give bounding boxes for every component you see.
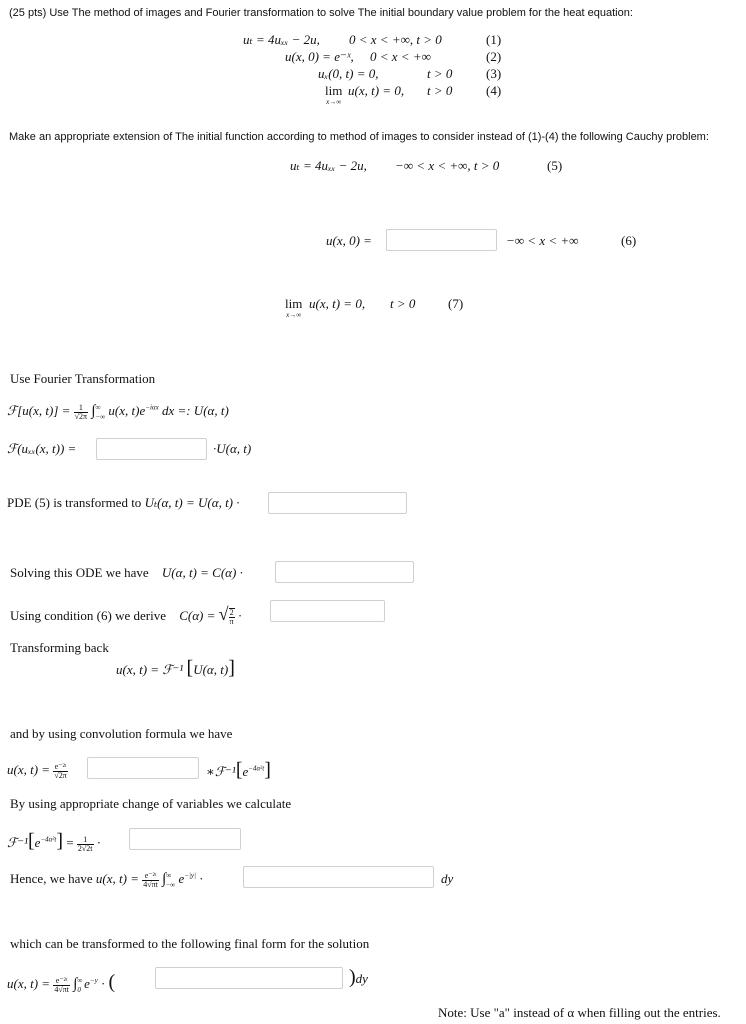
conv-star: ∗ℱ⁻¹ bbox=[206, 764, 236, 779]
final-text: which can be transformed to the following final form for the solution bbox=[10, 936, 370, 951]
change-inner: e bbox=[34, 835, 41, 850]
cond-dot: · bbox=[237, 608, 243, 623]
cond-eq: C(α) = bbox=[179, 608, 216, 623]
change-frac-den: 2√2t bbox=[77, 843, 93, 853]
ode-line bbox=[10, 565, 243, 581]
right-bracket-icon: ] bbox=[264, 759, 271, 781]
lim-subscript: x→∞ bbox=[286, 311, 302, 319]
eq3: uₓ(0, t) = 0, bbox=[318, 66, 379, 81]
lim-subscript: x→∞ bbox=[326, 98, 342, 106]
extension-text: Make an appropriate extension of The initial function according to method of images to consider instead of (1)-(4) the following Cauchy problem: bbox=[9, 131, 709, 143]
conv-lhs-line bbox=[7, 762, 68, 780]
final-frac-num: e⁻²ᵗ bbox=[53, 977, 70, 986]
ode-solution-field[interactable] bbox=[276, 562, 413, 582]
inverse-ft-field[interactable] bbox=[130, 829, 240, 849]
change-line bbox=[7, 830, 101, 853]
uxx-rhs: ·U(α, t) bbox=[213, 441, 252, 456]
sqrt-num: 2 bbox=[229, 608, 234, 618]
integral-sign: ∫ bbox=[73, 976, 78, 992]
uxx-coef-field[interactable] bbox=[97, 439, 206, 459]
hence-integrand-field[interactable] bbox=[244, 867, 433, 887]
back-inner: U(α, t) bbox=[193, 662, 229, 677]
def-exp: −iαx bbox=[145, 403, 159, 412]
hence-body: e bbox=[178, 871, 185, 886]
eq4-domain: t > 0 bbox=[427, 83, 453, 98]
uxx-lhs: ℱ(uₓₓ(x, t)) = bbox=[7, 441, 77, 456]
eq2-number: (2) bbox=[486, 49, 502, 64]
final-int-sup: ∞ bbox=[77, 976, 83, 985]
change-inner-exp: −4α²t bbox=[40, 835, 57, 844]
note: Note: Use "a" instead of α when filling out the entries. bbox=[438, 1005, 721, 1020]
eq2-domain: 0 < x < +∞ bbox=[370, 49, 431, 64]
eq2: u(x, 0) = e⁻ˣ, bbox=[285, 49, 354, 64]
def-body: u(x, t)e bbox=[108, 403, 146, 418]
final-int-sub: 0 bbox=[77, 985, 81, 994]
def-lhs: ℱ[u(x, t)] = bbox=[7, 403, 71, 418]
pde-coef-input[interactable] bbox=[268, 492, 407, 514]
fourier-definition bbox=[7, 403, 229, 421]
final-close-line bbox=[349, 966, 368, 989]
final-integrand-field[interactable] bbox=[156, 968, 342, 988]
integral-sign: ∫ bbox=[162, 871, 167, 887]
lim-label: lim bbox=[325, 83, 343, 98]
lim-label: lim bbox=[285, 296, 303, 311]
change-text: By using appropriate change of variables we calculate bbox=[10, 796, 292, 811]
final-frac-den: 4√πt bbox=[54, 984, 69, 994]
hence-dy: dy bbox=[441, 871, 454, 886]
conv-frac-den: √2π bbox=[54, 770, 67, 780]
eq7-number: (7) bbox=[448, 296, 464, 311]
hence-text: Hence, we have bbox=[10, 871, 93, 886]
eq6-domain: −∞ < x < +∞ bbox=[506, 233, 579, 248]
eq5: uₜ = 4uₓₓ − 2u, bbox=[290, 158, 367, 173]
final-body: e bbox=[84, 976, 90, 991]
hence-body-exp: −|y| bbox=[184, 871, 196, 880]
pde-eq: Uₜ(α, t) = U(α, t) · bbox=[144, 495, 240, 510]
eq6-lhs: u(x, 0) = bbox=[326, 233, 372, 248]
initial-extension-field[interactable] bbox=[387, 230, 496, 250]
eq4: u(x, t) = 0, bbox=[348, 83, 405, 98]
hence-line bbox=[10, 871, 204, 889]
fourier-heading: Use Fourier Transformation bbox=[10, 371, 156, 386]
change-dot: · bbox=[96, 835, 102, 850]
integral-sign: ∫ bbox=[91, 403, 96, 419]
final-line bbox=[7, 971, 115, 994]
change-frac-num: 1 bbox=[77, 836, 94, 845]
final-lhs: u(x, t) = bbox=[7, 976, 51, 991]
sqrt-den: π bbox=[229, 617, 234, 627]
left-bracket-icon: [ bbox=[235, 759, 243, 781]
left-bracket-icon: [ bbox=[27, 830, 35, 852]
eq4-number: (4) bbox=[486, 83, 502, 98]
initial-extension-input[interactable] bbox=[386, 229, 497, 251]
final-integrand-input[interactable] bbox=[155, 967, 343, 989]
pde-line bbox=[7, 495, 240, 511]
cond-text: Using condition (6) we derive bbox=[10, 608, 166, 623]
eq1-number: (1) bbox=[486, 32, 502, 47]
final-body-exp: −y bbox=[89, 976, 98, 985]
sqrt-icon: √ bbox=[218, 604, 229, 624]
left-paren-icon: ( bbox=[108, 971, 116, 993]
conv-lhs: u(x, t) = bbox=[7, 762, 51, 777]
change-lhs: ℱ⁻¹ bbox=[7, 835, 28, 850]
def-int-sup: ∞ bbox=[95, 403, 101, 412]
right-bracket-icon: ] bbox=[228, 657, 235, 679]
hence-lhs: u(x, t) = bbox=[95, 871, 139, 886]
def-frac-den: √2π bbox=[74, 411, 88, 421]
eq7-limit bbox=[285, 296, 302, 319]
hence-int-sup: ∞ bbox=[166, 871, 172, 880]
eq1-domain: 0 < x < +∞, t > 0 bbox=[349, 32, 442, 47]
conv-inner-exp: −4α²t bbox=[248, 764, 265, 773]
eq7: u(x, t) = 0, bbox=[309, 296, 366, 311]
ode-solution-input[interactable] bbox=[275, 561, 414, 583]
eq1: uₜ = 4uₓₓ − 2u, bbox=[243, 32, 320, 47]
ode-eq: U(α, t) = C(α) · bbox=[161, 565, 243, 580]
hence-frac-num: e⁻²ᵗ bbox=[142, 872, 159, 881]
hence-dot: · bbox=[199, 871, 204, 886]
final-dy: dy bbox=[355, 971, 368, 986]
conv-rhs-line bbox=[206, 759, 271, 782]
eq5-number: (5) bbox=[547, 158, 563, 173]
def-frac-num: 1 bbox=[74, 404, 88, 413]
eq7-domain: t > 0 bbox=[390, 296, 416, 311]
conv-text: and by using convolution formula we have bbox=[10, 726, 233, 741]
pde-coef-field[interactable] bbox=[269, 493, 406, 513]
def-int-sub: −∞ bbox=[95, 412, 106, 421]
eq3-domain: t > 0 bbox=[427, 66, 453, 81]
hence-frac-den: 4√πt bbox=[143, 879, 158, 889]
back-text: Transforming back bbox=[10, 640, 109, 655]
eq3-number: (3) bbox=[486, 66, 502, 81]
inverse-ft-input[interactable] bbox=[129, 828, 241, 850]
conv-frac-num: e⁻²ᵗ bbox=[54, 761, 67, 771]
back-eq-line bbox=[116, 657, 235, 680]
conv-func-field[interactable] bbox=[88, 758, 198, 778]
conv-inner: e bbox=[242, 764, 249, 779]
c-alpha-field[interactable] bbox=[271, 601, 384, 621]
hence-int-sub: −∞ bbox=[166, 880, 176, 889]
hence-integrand-input[interactable] bbox=[243, 866, 434, 888]
right-bracket-icon: ] bbox=[56, 830, 64, 852]
cond-line bbox=[10, 604, 242, 626]
pde-text: PDE (5) is transformed to bbox=[7, 495, 142, 510]
change-eq: = bbox=[66, 835, 74, 850]
eq4-limit bbox=[325, 83, 342, 106]
ode-text: Solving this ODE we have bbox=[10, 565, 149, 580]
conv-func-input[interactable] bbox=[87, 757, 199, 779]
final-dot: · bbox=[100, 976, 106, 991]
eq5-domain: −∞ < x < +∞, t > 0 bbox=[395, 158, 500, 173]
right-paren-icon: ) bbox=[349, 966, 356, 988]
back-eq: u(x, t) = ℱ⁻¹ bbox=[116, 662, 184, 677]
left-bracket-icon: [ bbox=[186, 657, 194, 679]
eq6-number: (6) bbox=[621, 233, 637, 248]
problem-statement: (25 pts) Use The method of images and Fourier transformation to solve The initial boundary value problem for the heat equation: bbox=[9, 7, 633, 19]
def-rhs: dx =: U(α, t) bbox=[161, 403, 229, 418]
c-alpha-input[interactable] bbox=[270, 600, 385, 622]
uxx-coef-input[interactable] bbox=[96, 438, 207, 460]
